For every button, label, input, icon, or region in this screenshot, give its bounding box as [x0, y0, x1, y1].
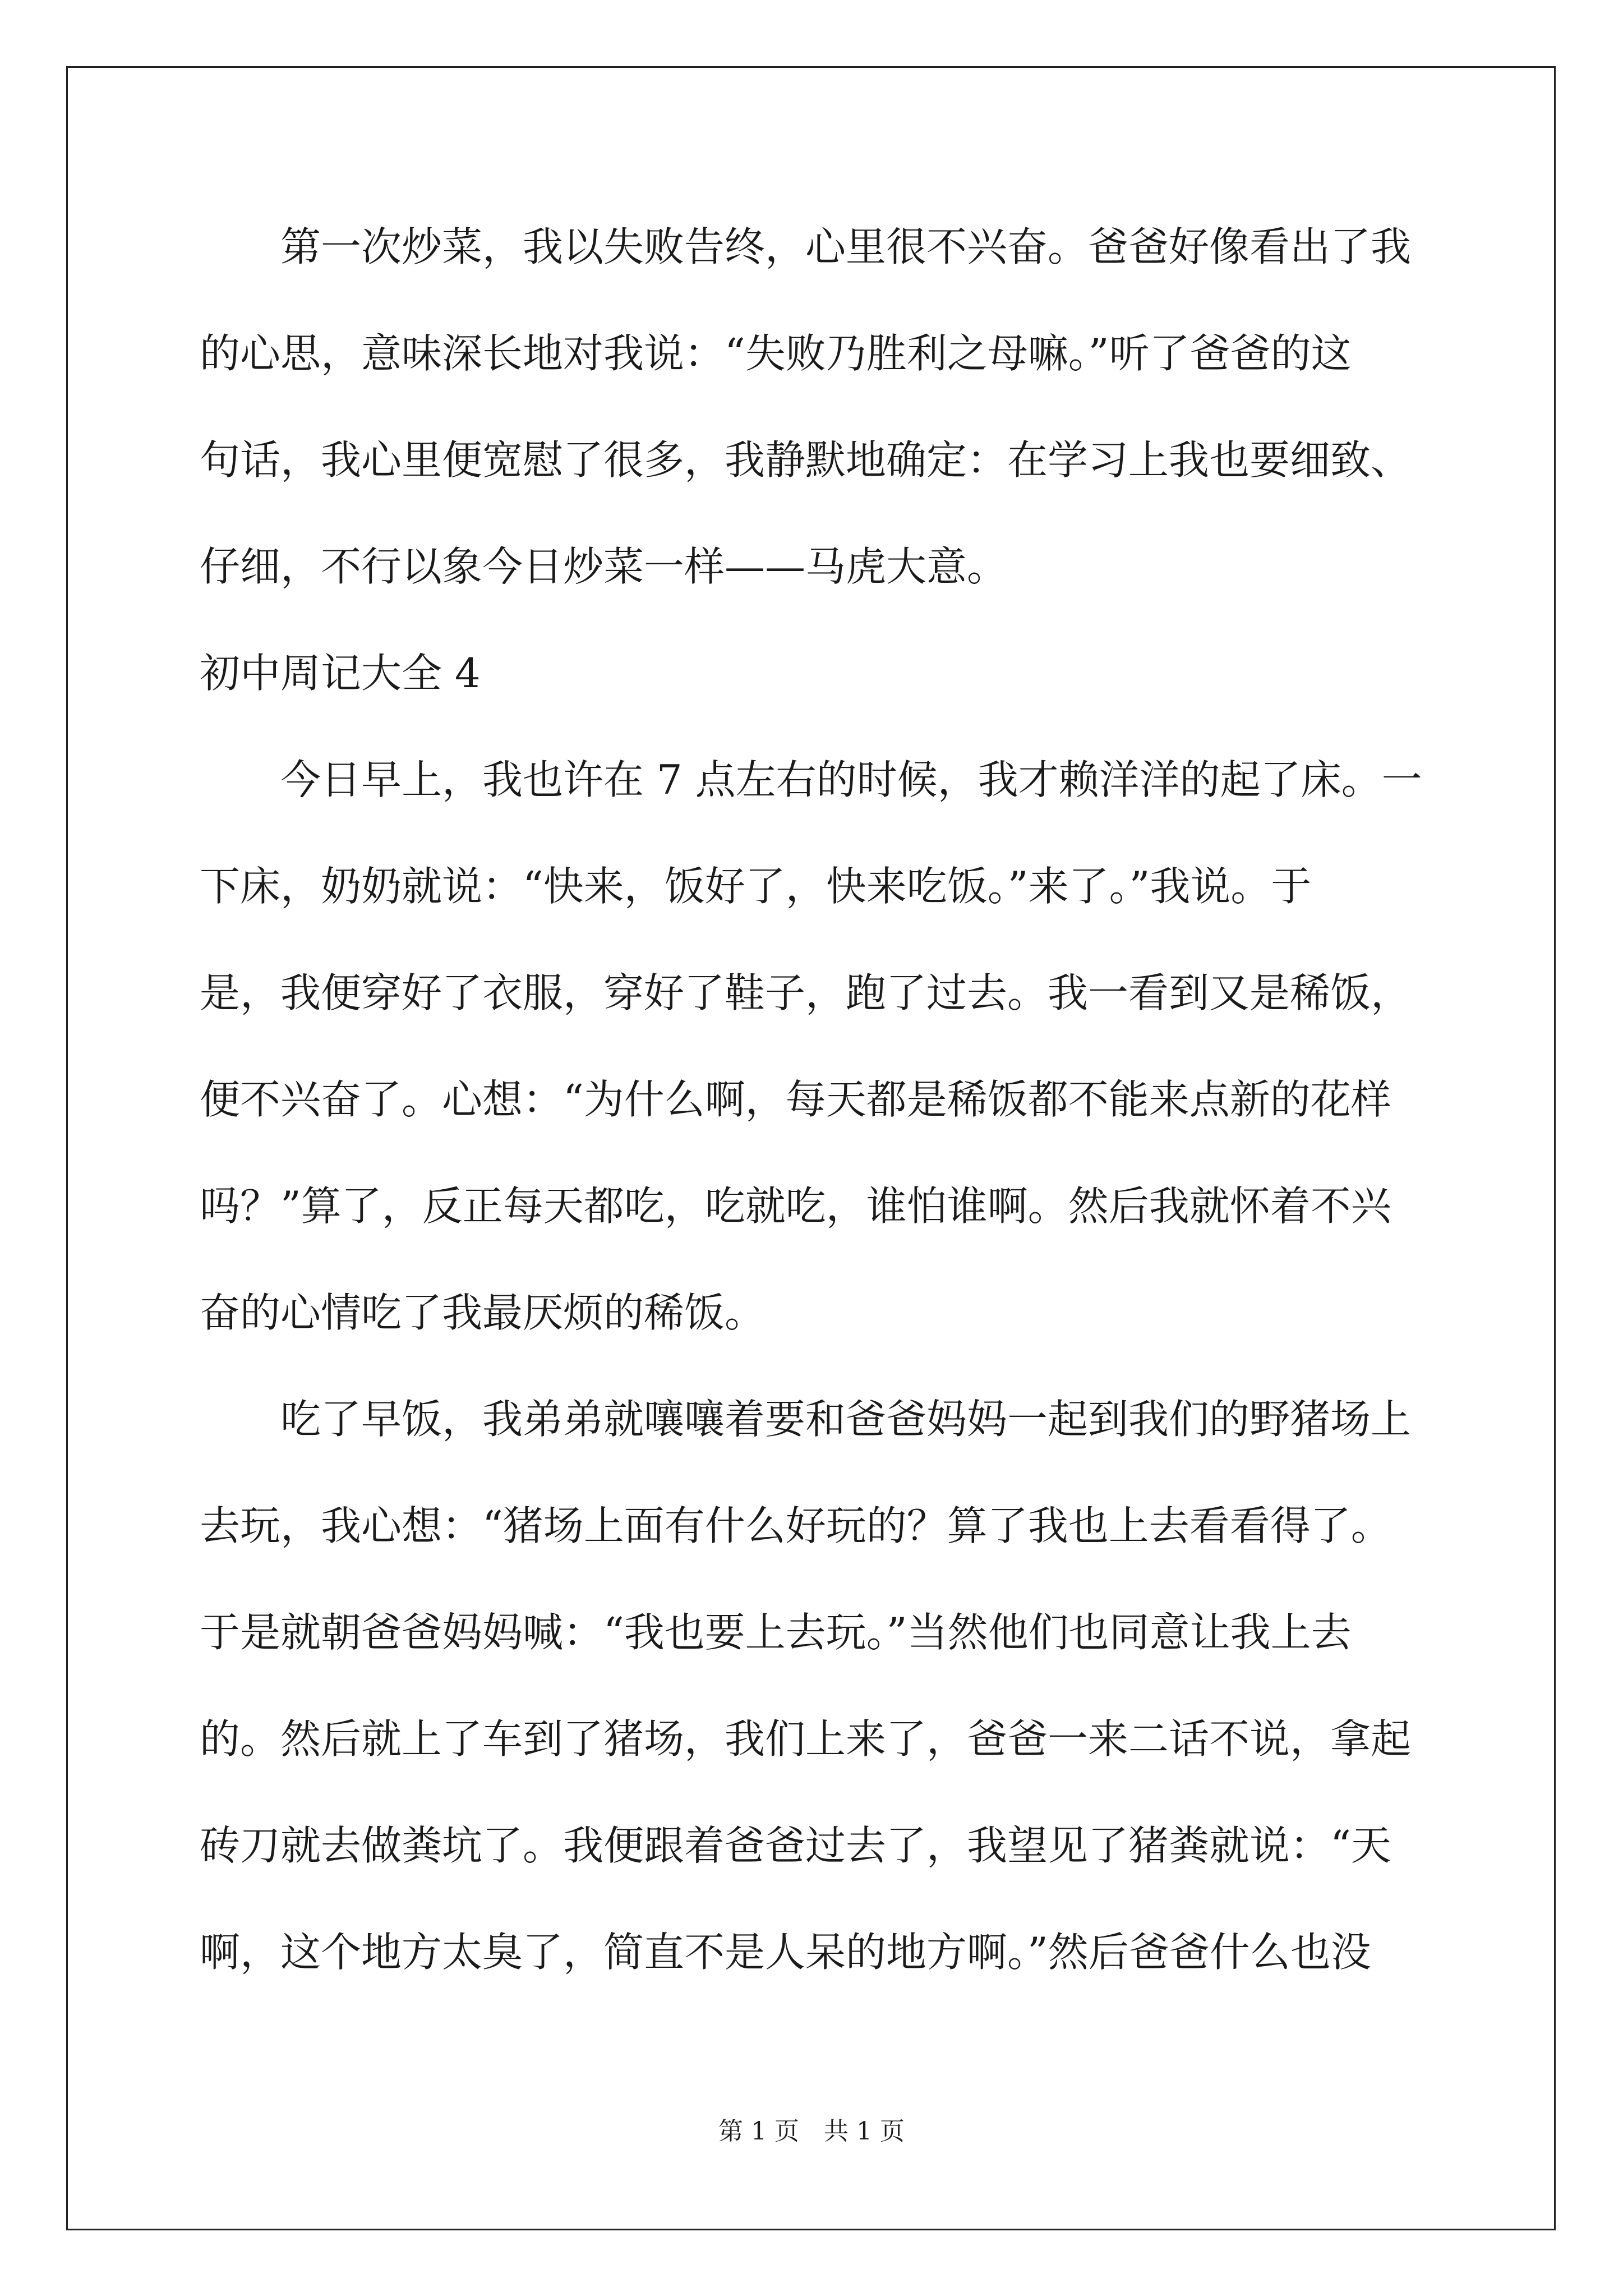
text-line: 吗？”算了，反正每天都吃，吃就吃，谁怕谁啊。然后我就怀着不兴: [200, 1182, 1391, 1230]
text-line: 于是就朝爸爸妈妈喊：“我也要上去玩。”当然他们也同意让我上去: [200, 1609, 1352, 1656]
text-line: 吃了早饭，我弟弟就嚷嚷着要和爸爸妈妈一起到我们的野猪场上: [280, 1396, 1412, 1443]
text-line: 今日早上，我也许在 7 点左右的时候，我才赖洋洋的起了床。一: [280, 756, 1422, 803]
text-line: 仔细，不行以象今日炒菜一样——马虎大意。: [200, 543, 1008, 590]
text-line: 的心思，意味深长地对我说：“失败乃胜利之母嘛。”听了爸爸的这: [200, 330, 1352, 377]
text-line: 是，我便穿好了衣服，穿好了鞋子，跑了过去。我一看到又是稀饭，: [200, 969, 1412, 1016]
text-line: 便不兴奋了。心想：“为什么啊，每天都是稀饭都不能来点新的花样: [200, 1076, 1391, 1123]
text-line: 第一次炒菜，我以失败告终，心里很不兴奋。爸爸好像看出了我: [280, 223, 1412, 270]
text-line: 去玩，我心想：“猪场上面有什么好玩的？算了我也上去看看得了。: [200, 1502, 1391, 1549]
page-footer: 第 1 页 共 1 页: [718, 2117, 905, 2146]
text-line: 奋的心情吃了我最厌烦的稀饭。: [200, 1289, 766, 1336]
document-body: [200, 213, 1428, 2025]
text-line: 下床，奶奶就说：“快来，饭好了，快来吃饭。”来了。”我说。于: [200, 863, 1312, 910]
text-line: 句话，我心里便宽慰了很多，我静默地确定：在学习上我也要细致、: [200, 436, 1412, 484]
section-heading: 初中周记大全 4: [200, 650, 481, 697]
text-line: 啊，这个地方太臭了，简直不是人呆的地方啊。”然后爸爸什么也没: [200, 1929, 1371, 1976]
text-line: 砖刀就去做粪坑了。我便跟着爸爸过去了，我望见了猪粪就说：“天: [200, 1822, 1391, 1869]
text-line: 的。然后就上了车到了猪场，我们上来了，爸爸一来二话不说，拿起: [200, 1715, 1412, 1763]
